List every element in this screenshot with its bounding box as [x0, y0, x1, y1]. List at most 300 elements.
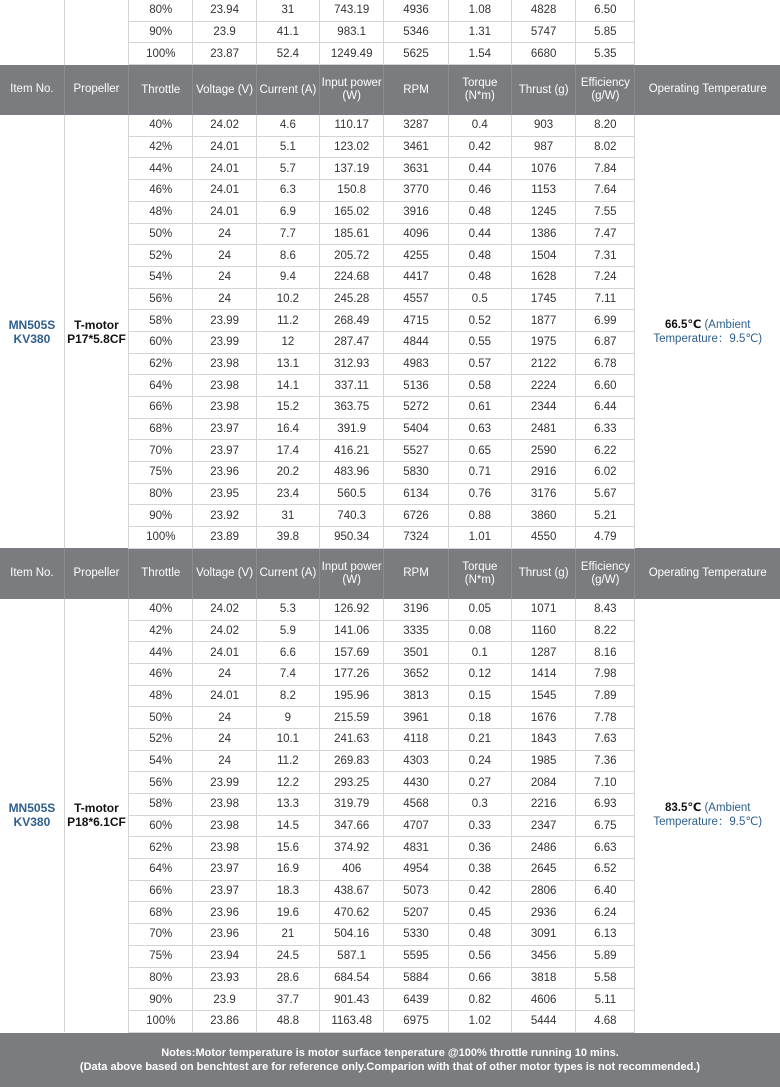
table-cell: 2645: [511, 859, 575, 881]
table-cell: 23.99: [193, 772, 256, 794]
table-cell: 8.20: [576, 115, 635, 136]
table-cell: 4430: [384, 772, 448, 794]
table-cell: 4844: [384, 331, 448, 353]
table-cell: 1287: [511, 642, 575, 664]
column-header: Throttle: [129, 548, 193, 599]
table-cell: 68%: [129, 418, 193, 440]
table-cell: 44%: [129, 642, 193, 664]
table-cell: 5.21: [576, 505, 635, 527]
table-cell: 0.65: [448, 440, 511, 462]
column-header: Item No.: [0, 548, 64, 599]
table-row: [0, 0, 780, 21]
table-cell: 7.31: [576, 245, 635, 267]
table-cell: 24: [193, 266, 256, 288]
table-cell: 177.26: [320, 663, 384, 685]
blank-cell: [64, 43, 128, 65]
propeller-name: [64, 115, 128, 548]
blank-cell: [64, 21, 128, 43]
table-cell: 5136: [384, 375, 448, 397]
blank-cell: [635, 21, 780, 43]
table-cell: 0.21: [448, 728, 511, 750]
table-cell: 5830: [384, 462, 448, 484]
table-cell: 64%: [129, 859, 193, 881]
table-cell: 165.02: [320, 201, 384, 223]
table-cell: 141.06: [320, 620, 384, 642]
table-cell: 24: [193, 707, 256, 729]
table-cell: 58%: [129, 794, 193, 816]
table-cell: 5.7: [256, 158, 319, 180]
table-cell: 0.42: [448, 880, 511, 902]
table-cell: 1.02: [448, 1010, 511, 1032]
table-cell: 743.19: [320, 0, 384, 21]
temperature-value: 83.5℃: [664, 802, 702, 815]
table-cell: 19.6: [256, 902, 319, 924]
table-cell: 740.3: [320, 505, 384, 527]
table-cell: 7.10: [576, 772, 635, 794]
table-cell: 7.36: [576, 750, 635, 772]
table-cell: 0.88: [448, 505, 511, 527]
table-cell: 52%: [129, 728, 193, 750]
table-cell: 901.43: [320, 989, 384, 1011]
table-cell: 4954: [384, 859, 448, 881]
table-cell: 6.22: [576, 440, 635, 462]
table-cell: 4417: [384, 266, 448, 288]
table-cell: 5747: [511, 21, 575, 43]
table-cell: 0.48: [448, 924, 511, 946]
table-cell: 17.4: [256, 440, 319, 462]
table-cell: 70%: [129, 440, 193, 462]
table-cell: 44%: [129, 158, 193, 180]
table-cell: 12.2: [256, 772, 319, 794]
table-cell: 80%: [129, 0, 193, 21]
table-cell: 62%: [129, 837, 193, 859]
table-cell: 23.98: [193, 837, 256, 859]
table-cell: 8.22: [576, 620, 635, 642]
table-cell: 18.3: [256, 880, 319, 902]
table-row: [0, 599, 780, 620]
table-cell: 48%: [129, 685, 193, 707]
table-cell: 15.2: [256, 397, 319, 419]
table-cell: 24: [193, 288, 256, 310]
table-cell: 12: [256, 331, 319, 353]
table-cell: 4303: [384, 750, 448, 772]
table-cell: 90%: [129, 21, 193, 43]
table-cell: 42%: [129, 136, 193, 158]
table-cell: 1877: [511, 310, 575, 332]
table-cell: 1160: [511, 620, 575, 642]
table-cell: 90%: [129, 989, 193, 1011]
table-cell: 6.87: [576, 331, 635, 353]
column-header: Torque (N*m): [448, 65, 511, 116]
table-cell: 2916: [511, 462, 575, 484]
table-cell: 0.15: [448, 685, 511, 707]
table-cell: 391.9: [320, 418, 384, 440]
table-cell: 23.97: [193, 440, 256, 462]
table-cell: 64%: [129, 375, 193, 397]
column-header: Operating Temperature: [635, 548, 780, 599]
table-cell: 3091: [511, 924, 575, 946]
table-cell: 1245: [511, 201, 575, 223]
table-cell: 0.4: [448, 115, 511, 136]
table-row: [0, 21, 780, 43]
table-cell: 483.96: [320, 462, 384, 484]
blank-cell: [0, 0, 64, 21]
table-cell: 7.7: [256, 223, 319, 245]
table-cell: 0.38: [448, 859, 511, 881]
table-cell: 23.99: [193, 331, 256, 353]
table-cell: 8.16: [576, 642, 635, 664]
table-cell: 5.35: [576, 43, 635, 65]
table-cell: 1076: [511, 158, 575, 180]
table-cell: 6.93: [576, 794, 635, 816]
table-cell: 2216: [511, 794, 575, 816]
table-cell: 6680: [511, 43, 575, 65]
table-cell: 39.8: [256, 527, 319, 549]
table-cell: 1985: [511, 750, 575, 772]
table-cell: 100%: [129, 1010, 193, 1032]
table-cell: 7.64: [576, 180, 635, 202]
blank-cell: [635, 0, 780, 21]
table-cell: 31: [256, 505, 319, 527]
table-cell: 1745: [511, 288, 575, 310]
table-cell: 185.61: [320, 223, 384, 245]
table-cell: 6.44: [576, 397, 635, 419]
table-cell: 50%: [129, 707, 193, 729]
table-cell: 23.98: [193, 353, 256, 375]
table-cell: 14.1: [256, 375, 319, 397]
table-cell: 16.9: [256, 859, 319, 881]
motor-model-line: MN505S: [8, 801, 56, 816]
table-cell: 8.2: [256, 685, 319, 707]
table-cell: 4715: [384, 310, 448, 332]
temperature-value: 66.5℃: [664, 318, 702, 331]
table-cell: 7.11: [576, 288, 635, 310]
table-cell: 0.63: [448, 418, 511, 440]
table-cell: 903: [511, 115, 575, 136]
table-cell: 42%: [129, 620, 193, 642]
table-cell: 20.2: [256, 462, 319, 484]
table-cell: 6.52: [576, 859, 635, 881]
table-cell: 3335: [384, 620, 448, 642]
table-cell: 0.46: [448, 180, 511, 202]
table-cell: 24: [193, 245, 256, 267]
table-cell: 4831: [384, 837, 448, 859]
table-cell: 28.6: [256, 967, 319, 989]
table-cell: 224.68: [320, 266, 384, 288]
ambient-temperature-note: (Ambient Temperature：9.5℃): [653, 318, 763, 345]
table-cell: 0.58: [448, 375, 511, 397]
column-header: Voltage (V): [193, 65, 256, 116]
table-cell: 100%: [129, 43, 193, 65]
table-cell: 1249.49: [320, 43, 384, 65]
table-cell: 312.93: [320, 353, 384, 375]
table-cell: 31: [256, 0, 319, 21]
table-cell: 6.75: [576, 815, 635, 837]
column-header: Current (A): [256, 548, 319, 599]
table-cell: 4936: [384, 0, 448, 21]
table-cell: 3770: [384, 180, 448, 202]
ambient-temperature-note: (Ambient Temperature：9.5℃): [653, 802, 763, 829]
table-cell: 56%: [129, 288, 193, 310]
table-cell: 1153: [511, 180, 575, 202]
table-cell: 0.05: [448, 599, 511, 620]
table-cell: 2084: [511, 772, 575, 794]
table-cell: 3456: [511, 945, 575, 967]
table-cell: 5346: [384, 21, 448, 43]
table-cell: 0.56: [448, 945, 511, 967]
notes-footer: [0, 1033, 780, 1087]
table-cell: 41.1: [256, 21, 319, 43]
table-cell: 347.66: [320, 815, 384, 837]
table-cell: 987: [511, 136, 575, 158]
table-cell: 3860: [511, 505, 575, 527]
table-cell: 0.61: [448, 397, 511, 419]
column-header-row: [0, 548, 780, 599]
table-cell: 0.57: [448, 353, 511, 375]
table-cell: 4707: [384, 815, 448, 837]
table-cell: 2122: [511, 353, 575, 375]
table-cell: 416.21: [320, 440, 384, 462]
table-cell: 470.62: [320, 902, 384, 924]
table-cell: 52%: [129, 245, 193, 267]
table-cell: 123.02: [320, 136, 384, 158]
table-cell: 24: [193, 223, 256, 245]
table-cell: 7.98: [576, 663, 635, 685]
table-cell: 0.66: [448, 967, 511, 989]
table-cell: 6.50: [576, 0, 635, 21]
table-cell: 1504: [511, 245, 575, 267]
table-cell: 374.92: [320, 837, 384, 859]
table-cell: 6.6: [256, 642, 319, 664]
motor-model: [0, 115, 64, 548]
table-cell: 6.02: [576, 462, 635, 484]
motor-model-line: MN505S: [8, 317, 56, 332]
table-cell: 587.1: [320, 945, 384, 967]
table-cell: 205.72: [320, 245, 384, 267]
table-cell: 23.96: [193, 924, 256, 946]
table-cell: 2481: [511, 418, 575, 440]
table-cell: 21: [256, 924, 319, 946]
table-cell: 1545: [511, 685, 575, 707]
table-cell: 5884: [384, 967, 448, 989]
table-row: [0, 115, 780, 136]
propeller-line: T-motor: [74, 317, 119, 332]
column-header: Input power (W): [320, 548, 384, 599]
propeller-name: [64, 599, 128, 1032]
table-cell: 23.9: [193, 989, 256, 1011]
table-cell: 4118: [384, 728, 448, 750]
table-cell: 1163.48: [320, 1010, 384, 1032]
table-cell: 269.83: [320, 750, 384, 772]
table-cell: 37.7: [256, 989, 319, 1011]
table-cell: 24: [193, 663, 256, 685]
table-cell: 3813: [384, 685, 448, 707]
table-cell: 48.8: [256, 1010, 319, 1032]
table-cell: 5595: [384, 945, 448, 967]
motor-model-line: KV380: [13, 331, 51, 346]
table-cell: 0.48: [448, 201, 511, 223]
table-cell: 1628: [511, 266, 575, 288]
table-cell: 2486: [511, 837, 575, 859]
table-cell: 5625: [384, 43, 448, 65]
column-header: Input power (W): [320, 65, 384, 116]
table-cell: 2347: [511, 815, 575, 837]
table-cell: 5.89: [576, 945, 635, 967]
table-cell: 215.59: [320, 707, 384, 729]
table-cell: 23.96: [193, 462, 256, 484]
table-cell: 80%: [129, 967, 193, 989]
table-cell: 7.55: [576, 201, 635, 223]
table-cell: 7.63: [576, 728, 635, 750]
table-cell: 0.08: [448, 620, 511, 642]
table-cell: 6.78: [576, 353, 635, 375]
table-cell: 1676: [511, 707, 575, 729]
table-cell: 8.43: [576, 599, 635, 620]
table-cell: 0.45: [448, 902, 511, 924]
table-cell: 23.96: [193, 902, 256, 924]
table-cell: 504.16: [320, 924, 384, 946]
column-header: Current (A): [256, 65, 319, 116]
table-cell: 245.28: [320, 288, 384, 310]
table-cell: 0.33: [448, 815, 511, 837]
table-cell: 23.98: [193, 794, 256, 816]
table-cell: 9: [256, 707, 319, 729]
column-header: Torque (N*m): [448, 548, 511, 599]
table-cell: 0.12: [448, 663, 511, 685]
table-cell: 241.63: [320, 728, 384, 750]
column-header: Propeller: [64, 548, 128, 599]
table-cell: 4.79: [576, 527, 635, 549]
column-header: Operating Temperature: [635, 65, 780, 116]
table-cell: 3461: [384, 136, 448, 158]
column-header: RPM: [384, 65, 448, 116]
table-cell: 8.02: [576, 136, 635, 158]
blank-cell: [0, 43, 64, 65]
table-cell: 7.89: [576, 685, 635, 707]
table-cell: 23.89: [193, 527, 256, 549]
table-cell: 23.87: [193, 43, 256, 65]
table-cell: 24.02: [193, 620, 256, 642]
table-cell: 46%: [129, 663, 193, 685]
table-cell: 6.3: [256, 180, 319, 202]
table-cell: 0.48: [448, 245, 511, 267]
table-cell: 10.2: [256, 288, 319, 310]
table-cell: 70%: [129, 924, 193, 946]
blank-cell: [64, 0, 128, 21]
table-cell: 3631: [384, 158, 448, 180]
table-cell: 438.67: [320, 880, 384, 902]
table-cell: 110.17: [320, 115, 384, 136]
table-cell: 1.01: [448, 527, 511, 549]
table-cell: 3961: [384, 707, 448, 729]
table-cell: 6.24: [576, 902, 635, 924]
table-cell: 60%: [129, 331, 193, 353]
table-cell: 7.47: [576, 223, 635, 245]
propeller-line: P17*5.8CF: [67, 331, 126, 346]
table-cell: 157.69: [320, 642, 384, 664]
table-cell: 40%: [129, 115, 193, 136]
table-cell: 0.76: [448, 483, 511, 505]
column-header: RPM: [384, 548, 448, 599]
table-cell: 0.55: [448, 331, 511, 353]
table-cell: 23.95: [193, 483, 256, 505]
table-cell: 8.6: [256, 245, 319, 267]
motor-model-line: KV380: [13, 815, 51, 830]
table-cell: 1.31: [448, 21, 511, 43]
table-cell: 0.3: [448, 794, 511, 816]
table-cell: 90%: [129, 505, 193, 527]
propeller-line: P18*6.1CF: [67, 815, 126, 830]
table-cell: 66%: [129, 397, 193, 419]
table-cell: 268.49: [320, 310, 384, 332]
table-cell: 6975: [384, 1010, 448, 1032]
table-cell: 58%: [129, 310, 193, 332]
table-cell: 0.1: [448, 642, 511, 664]
table-cell: 5073: [384, 880, 448, 902]
table-cell: 23.4: [256, 483, 319, 505]
table-cell: 1414: [511, 663, 575, 685]
table-cell: 4550: [511, 527, 575, 549]
table-cell: 4.6: [256, 115, 319, 136]
table-cell: 75%: [129, 945, 193, 967]
table-cell: 0.82: [448, 989, 511, 1011]
table-cell: 24.01: [193, 180, 256, 202]
table-cell: 1386: [511, 223, 575, 245]
table-cell: 0.71: [448, 462, 511, 484]
table-cell: 23.98: [193, 397, 256, 419]
table-cell: 23.93: [193, 967, 256, 989]
operating-temperature: [635, 115, 780, 548]
table-cell: 0.27: [448, 772, 511, 794]
table-cell: 68%: [129, 902, 193, 924]
table-cell: 56%: [129, 772, 193, 794]
table-cell: 3652: [384, 663, 448, 685]
table-cell: 560.5: [320, 483, 384, 505]
table-cell: 6726: [384, 505, 448, 527]
table-cell: 24.5: [256, 945, 319, 967]
table-cell: 7.78: [576, 707, 635, 729]
table-cell: 7.24: [576, 266, 635, 288]
table-cell: 4606: [511, 989, 575, 1011]
table-cell: 0.42: [448, 136, 511, 158]
table-cell: 80%: [129, 483, 193, 505]
table-cell: 6.9: [256, 201, 319, 223]
table-cell: 11.2: [256, 310, 319, 332]
table-cell: 48%: [129, 201, 193, 223]
table-cell: 2224: [511, 375, 575, 397]
table-cell: 23.97: [193, 418, 256, 440]
table-cell: 10.1: [256, 728, 319, 750]
table-cell: 2806: [511, 880, 575, 902]
table-cell: 40%: [129, 599, 193, 620]
table-cell: 62%: [129, 353, 193, 375]
table-cell: 13.3: [256, 794, 319, 816]
table-cell: 5.58: [576, 967, 635, 989]
table-cell: 3501: [384, 642, 448, 664]
table-cell: 2936: [511, 902, 575, 924]
table-cell: 23.97: [193, 859, 256, 881]
table-cell: 14.5: [256, 815, 319, 837]
blank-cell: [0, 21, 64, 43]
table-cell: 195.96: [320, 685, 384, 707]
table-cell: 4828: [511, 0, 575, 21]
table-cell: 1975: [511, 331, 575, 353]
notes-line: Notes:Motor temperature is motor surface tenperature @100% throttle running 10 mins.: [161, 1046, 619, 1059]
table-cell: 3196: [384, 599, 448, 620]
table-cell: 5.3: [256, 599, 319, 620]
notes-line: (Data above based on benchtest are for reference only.Comparion with that of other motor types is not recommended.): [79, 1060, 701, 1073]
table-cell: 983.1: [320, 21, 384, 43]
